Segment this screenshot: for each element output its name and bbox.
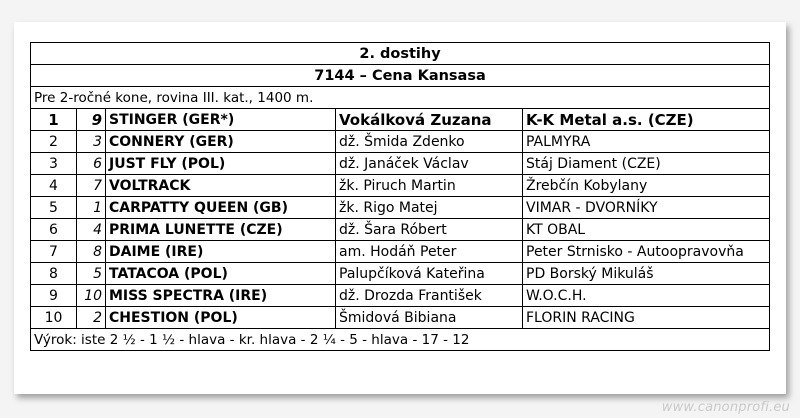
saddle-number: 10	[77, 285, 106, 307]
saddle-number: 6	[77, 153, 106, 175]
saddle-number: 9	[77, 109, 106, 131]
saddle-number: 4	[77, 219, 106, 241]
saddle-number: 5	[77, 263, 106, 285]
owner-name: Stáj Diament (CZE)	[523, 153, 770, 175]
saddle-number: 2	[77, 307, 106, 329]
owner-name: VIMAR - DVORNÍKY	[523, 197, 770, 219]
jockey-name: Palupčíková Kateřina	[336, 263, 523, 285]
owner-name: PD Borský Mikuláš	[523, 263, 770, 285]
results-card	[14, 22, 786, 394]
result-row	[31, 285, 770, 307]
jockey-name: žk. Piruch Martin	[336, 175, 523, 197]
finish-position: 10	[31, 307, 77, 329]
result-row	[31, 197, 770, 219]
horse-name: STINGER (GER*)	[106, 109, 336, 131]
owner-name: Žrebčín Kobylany	[523, 175, 770, 197]
horse-name: CONNERY (GER)	[106, 131, 336, 153]
race-title: 2. dostihy	[31, 43, 770, 65]
owner-name: Peter Strnisko - Autoopravovňa	[523, 241, 770, 263]
race-number-row	[31, 43, 770, 65]
watermark: www.canonprofi.eu	[661, 400, 790, 415]
horse-name: JUST FLY (POL)	[106, 153, 336, 175]
race-conditions-row	[31, 87, 770, 109]
race-name: 7144 – Cena Kansasa	[31, 65, 770, 87]
jockey-name: dž. Janáček Václav	[336, 153, 523, 175]
result-row	[31, 263, 770, 285]
finish-position: 1	[31, 109, 77, 131]
finish-position: 6	[31, 219, 77, 241]
result-row	[31, 241, 770, 263]
jockey-name: Vokálková Zuzana	[336, 109, 523, 131]
jockey-name: dž. Drozda František	[336, 285, 523, 307]
saddle-number: 7	[77, 175, 106, 197]
saddle-number: 8	[77, 241, 106, 263]
race-verdict: Výrok: iste 2 ½ - 1 ½ - hlava - kr. hlava - 2 ¼ - 5 - hlava - 17 - 12	[31, 329, 770, 351]
result-row	[31, 219, 770, 241]
result-row	[31, 307, 770, 329]
result-row	[31, 175, 770, 197]
horse-name: PRIMA LUNETTE (CZE)	[106, 219, 336, 241]
owner-name: W.O.C.H.	[523, 285, 770, 307]
result-row	[31, 153, 770, 175]
horse-name: MISS SPECTRA (IRE)	[106, 285, 336, 307]
finish-position: 2	[31, 131, 77, 153]
race-conditions: Pre 2-ročné kone, rovina III. kat., 1400 m.	[31, 87, 770, 109]
verdict-row	[31, 329, 770, 351]
finish-position: 7	[31, 241, 77, 263]
race-results-table	[30, 42, 770, 351]
horse-name: TATACOA (POL)	[106, 263, 336, 285]
horse-name: CARPATTY QUEEN (GB)	[106, 197, 336, 219]
saddle-number: 3	[77, 131, 106, 153]
jockey-name: Šmidová Bibiana	[336, 307, 523, 329]
finish-position: 8	[31, 263, 77, 285]
saddle-number: 1	[77, 197, 106, 219]
finish-position: 3	[31, 153, 77, 175]
finish-position: 5	[31, 197, 77, 219]
jockey-name: žk. Rigo Matej	[336, 197, 523, 219]
result-row	[31, 131, 770, 153]
race-name-row	[31, 65, 770, 87]
horse-name: CHESTION (POL)	[106, 307, 336, 329]
finish-position: 9	[31, 285, 77, 307]
jockey-name: dž. Šara Róbert	[336, 219, 523, 241]
owner-name: K-K Metal a.s. (CZE)	[523, 109, 770, 131]
owner-name: FLORIN RACING	[523, 307, 770, 329]
jockey-name: dž. Šmida Zdenko	[336, 131, 523, 153]
owner-name: PALMYRA	[523, 131, 770, 153]
horse-name: VOLTRACK	[106, 175, 336, 197]
horse-name: DAIME (IRE)	[106, 241, 336, 263]
jockey-name: am. Hodáň Peter	[336, 241, 523, 263]
result-row	[31, 109, 770, 131]
finish-position: 4	[31, 175, 77, 197]
owner-name: KT OBAL	[523, 219, 770, 241]
